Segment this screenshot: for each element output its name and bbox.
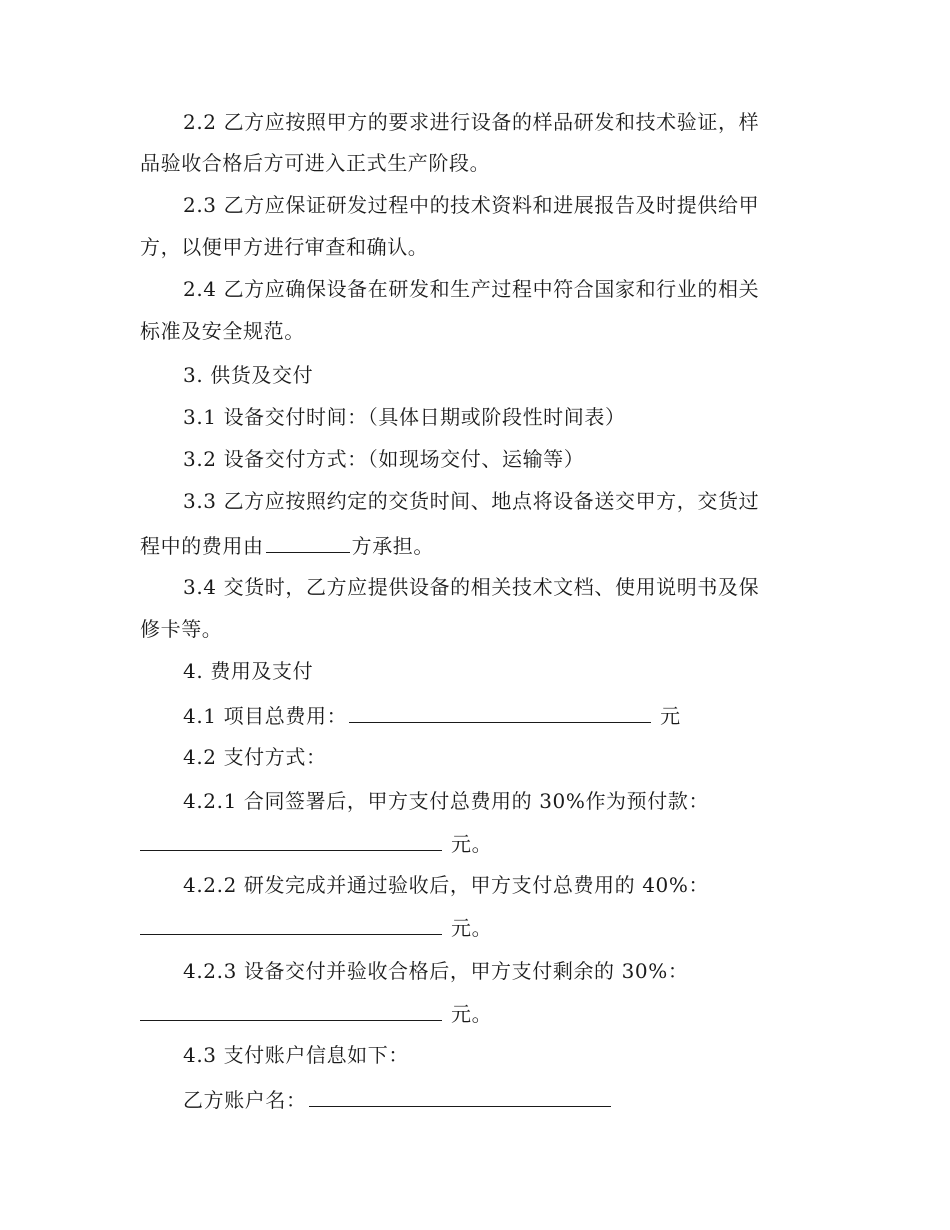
paragraph-4-2-3-amount [140,998,810,1028]
second-payment-unit: 元。 [450,916,493,940]
paragraph-3-3-line-1: 3.3 乙方应按照约定的交货时间、地点将设备送交甲方，交货过 [183,489,760,513]
paragraph-4-2-2: 4.2.2 研发完成并通过验收后，甲方支付总费用的 40%： [183,873,710,897]
paragraph-4-2-1-amount [140,828,810,858]
account-name-blank[interactable] [309,1084,611,1107]
paragraph-3-1: 3.1 设备交付时间：（具体日期或阶段性时间表） [183,405,626,429]
paragraph-2-4-line-1: 2.4 乙方应确保设备在研发和生产过程中符合国家和行业的相关 [183,277,760,301]
account-name-row [183,1084,853,1114]
prepayment-unit: 元。 [450,832,493,856]
second-payment-amount-blank[interactable] [140,912,442,935]
paragraph-3-4-line-1: 3.4 交货时，乙方应提供设备的相关技术文档、使用说明书及保 [183,575,760,599]
paragraph-3-4-line-2: 修卡等。 [140,617,223,641]
paragraph-4-2-1: 4.2.1 合同签署后，甲方支付总费用的 30%作为预付款： [183,789,710,813]
paragraph-4-2-2-amount [140,912,810,942]
paragraph-3-3-suffix: 方承担。 [351,534,435,558]
paragraph-2-4-line-2: 标准及安全规范。 [140,319,305,343]
paragraph-3-2: 3.2 设备交付方式：（如现场交付、运输等） [183,447,585,471]
section-4-heading: 4. 费用及支付 [183,659,314,683]
final-payment-unit: 元。 [450,1002,493,1026]
paragraph-4-1 [183,700,853,730]
paragraph-4-3: 4.3 支付账户信息如下： [183,1043,409,1067]
paragraph-4-2: 4.2 支付方式： [183,745,327,769]
cost-bearer-blank[interactable] [266,530,350,553]
paragraph-3-3-prefix: 程中的费用由 [140,534,264,558]
total-cost-blank[interactable] [349,700,651,723]
paragraph-4-2-3: 4.2.3 设备交付并验收合格后，甲方支付剩余的 30%： [183,959,689,983]
paragraph-2-3-line-1: 2.3 乙方应保证研发过程中的技术资料和进展报告及时提供给甲 [183,193,760,217]
paragraph-2-3-line-2: 方，以便甲方进行审查和确认。 [140,235,429,259]
final-payment-amount-blank[interactable] [140,998,442,1021]
prepayment-amount-blank[interactable] [140,828,442,851]
account-name-label: 乙方账户名： [183,1088,307,1112]
total-cost-label: 4.1 项目总费用： [183,704,348,728]
paragraph-3-3-line-2 [140,530,810,560]
paragraph-2-2-line-1: 2.2 乙方应按照甲方的要求进行设备的样品研发和技术验证，样 [183,110,760,134]
section-3-heading: 3. 供货及交付 [183,363,314,387]
paragraph-2-2-line-2: 品验收合格后方可进入正式生产阶段。 [140,151,491,175]
total-cost-unit: 元 [660,704,681,728]
